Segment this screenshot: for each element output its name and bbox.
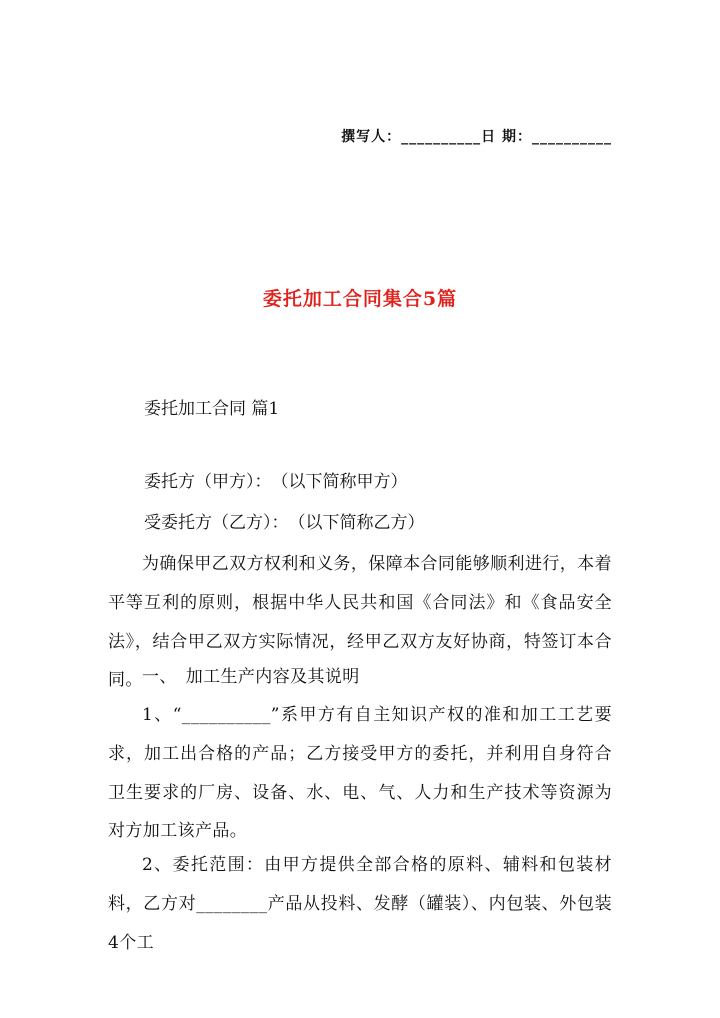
document-title: 委托加工合同集合5篇 bbox=[262, 288, 458, 310]
intro-paragraph: 为确保甲乙双方权利和义务，保障本合同能够顺利进行，本着平等互利的原则，根据中华人民共和国《合同法》和《食品安全法》，结合甲乙双方实际情况，经甲乙双方友好协商，特签订本合同。 bbox=[108, 554, 612, 691]
party-b-line: 受委托方（乙方）： （以下简称乙方） bbox=[144, 513, 425, 533]
clause-1-2-paragraph: 2、委托范围：由甲方提供全部合格的原料、辅料和包装材料，乙方对________产品从投料、发酵（罐装）、内包装、外包装4个工 bbox=[108, 855, 612, 953]
party-a-line: 委托方（甲方）： （以下简称甲方） bbox=[144, 472, 408, 492]
author-date-line: 撰写人：__________日 期：__________ bbox=[341, 129, 612, 145]
clause-1-heading: 一、 加工生产内容及其说明 bbox=[142, 667, 360, 687]
clause-1-1-paragraph: 1、“__________”系甲方有自主知识产权的准和加工工艺要求，加工出合格的产品；乙方接受甲方的委托，并利用自身符合卫生要求的厂房、设备、水、电、气、人力和生产技术等资源为对方加工该产品。 bbox=[108, 705, 612, 842]
section-heading: 委托加工合同 篇1 bbox=[144, 399, 280, 419]
